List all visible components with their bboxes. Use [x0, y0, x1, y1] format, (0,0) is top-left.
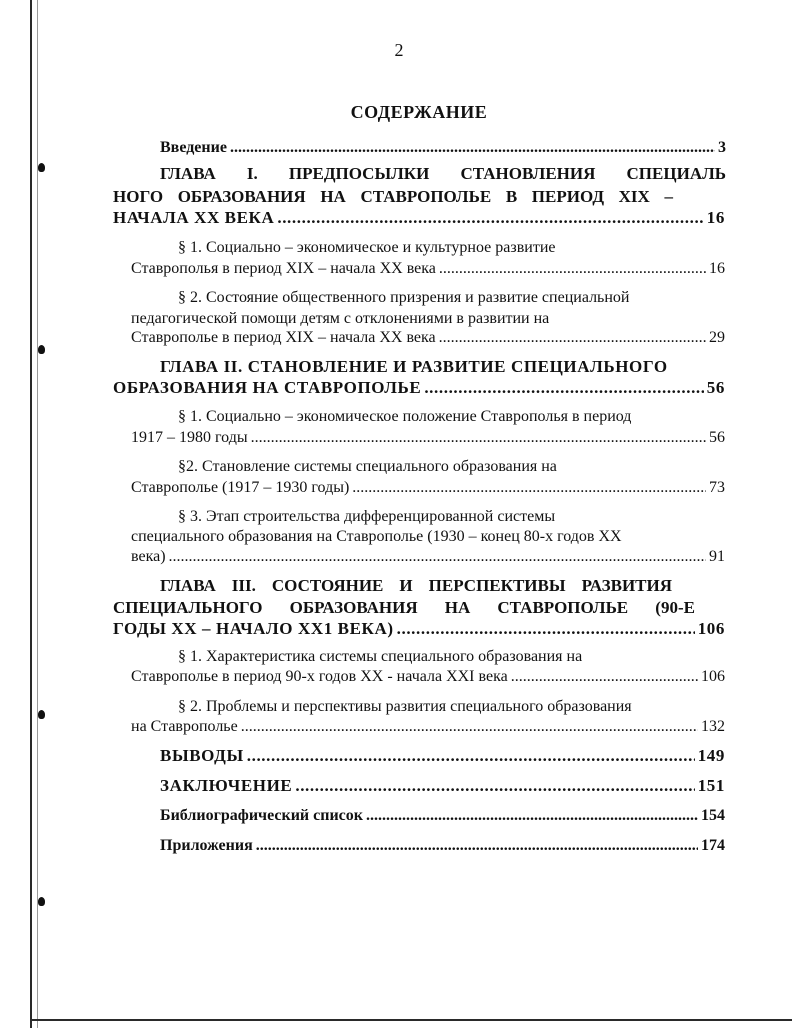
- entry-text: ГОДЫ XX – НАЧАЛО XX1 ВЕКА): [113, 619, 394, 638]
- leader-dots: [247, 745, 695, 767]
- entry-page: 149: [697, 746, 725, 765]
- entry-page: 106: [697, 619, 725, 638]
- chapter-line: [113, 186, 673, 208]
- entry-line: § 2. Состояние общественного призрения и развитие специальной: [178, 289, 630, 306]
- leader-dots: [424, 377, 703, 399]
- word: XIX: [618, 187, 650, 206]
- word: СТАВРОПОЛЬЕ: [360, 187, 492, 206]
- chapter-line: [113, 597, 695, 619]
- entry-page: 91: [709, 548, 725, 565]
- margin-mark: [38, 163, 45, 172]
- chapter-last-line: [113, 618, 725, 640]
- margin-mark: [38, 345, 45, 354]
- leader-dots: [251, 427, 706, 449]
- chapter-line: [160, 575, 672, 597]
- entry-page: 154: [701, 807, 725, 824]
- entry-line: § 2. Проблемы и перспективы развития специального образования: [178, 698, 632, 715]
- entry-last-line: [131, 477, 725, 499]
- entry-page: 16: [706, 208, 725, 227]
- entry-page: 16: [709, 260, 725, 277]
- word: И: [399, 576, 413, 595]
- word: ГЛАВА: [160, 576, 216, 595]
- margin-mark: [38, 710, 45, 719]
- leader-dots: [256, 835, 698, 857]
- entry-text: Ставрополье в период XIX – начала XX века: [131, 329, 436, 346]
- toc-entry-conclusions[interactable]: [160, 745, 725, 767]
- word: СТАНОВЛЕНИЯ: [460, 164, 596, 183]
- word: НОГО: [113, 187, 164, 206]
- word: ПЕРИОД: [531, 187, 605, 206]
- chapter-last-line: [113, 377, 725, 399]
- leader-dots: [230, 137, 715, 159]
- entry-text: Библиографический список: [160, 807, 363, 824]
- entry-text: Ставрополье в период 90-х годов XX - начала XXI века: [131, 668, 508, 685]
- entry-page: 56: [706, 378, 725, 397]
- entry-text: НАЧАЛА XX ВЕКА: [113, 208, 275, 227]
- entry-text: Ставрополья в период XIX – начала XX века: [131, 260, 436, 277]
- entry-text: Введение: [160, 139, 227, 156]
- word: ОБРАЗОВАНИЯ: [177, 187, 306, 206]
- scan-edge-shadow: [37, 0, 38, 1028]
- entry-page: 3: [718, 139, 726, 156]
- word: СОСТОЯНИЕ: [271, 576, 384, 595]
- entry-line: специального образования на Ставрополье (1930 – конец 80-х годов XX: [131, 528, 622, 545]
- leader-dots: [295, 775, 694, 797]
- entry-text: Ставрополье (1917 – 1930 годы): [131, 479, 350, 496]
- scan-edge-left: [30, 0, 32, 1028]
- entry-last-line: [131, 258, 725, 280]
- toc-entry-bibliography[interactable]: [160, 805, 725, 827]
- word: I.: [246, 164, 258, 183]
- entry-last-line: [131, 427, 725, 449]
- entry-page: 151: [697, 776, 725, 795]
- page-number: 2: [394, 40, 404, 60]
- word: ОБРАЗОВАНИЯ: [289, 598, 418, 617]
- leader-dots: [439, 327, 706, 349]
- entry-page: 56: [709, 429, 725, 446]
- entry-line: § 3. Этап строительства дифференцированной системы: [178, 508, 556, 525]
- entry-text: века): [131, 548, 166, 565]
- entry-text: ЗАКЛЮЧЕНИЕ: [160, 776, 293, 795]
- leader-dots: [277, 207, 703, 229]
- entry-page: 106: [701, 668, 725, 685]
- leader-dots: [439, 258, 706, 280]
- chapter-line: [160, 163, 726, 185]
- leader-dots: [352, 477, 706, 499]
- entry-text: ОБРАЗОВАНИЯ НА СТАВРОПОЛЬЕ: [113, 378, 422, 397]
- leader-dots: [241, 716, 698, 738]
- scan-edge-bottom: [30, 1019, 792, 1021]
- entry-line: педагогической помощи детям с отклонениями в развитии на: [131, 310, 550, 327]
- entry-last-line: [131, 666, 725, 688]
- word: РАЗВИТИЯ: [581, 576, 672, 595]
- leader-dots: [397, 618, 695, 640]
- word: НА: [320, 187, 346, 206]
- toc-entry-summary[interactable]: [160, 775, 725, 797]
- entry-line: §2. Становление системы специального образования на: [178, 458, 557, 475]
- word: СТАВРОПОЛЬЕ: [497, 598, 629, 617]
- entry-line: § 1. Социально – экономическое положение Ставрополья в период: [178, 408, 632, 425]
- entry-page: 132: [701, 718, 725, 735]
- entry-page: 73: [709, 479, 725, 496]
- chapter-line: ГЛАВА II. СТАНОВЛЕНИЕ И РАЗВИТИЕ СПЕЦИАЛЬНОГО: [160, 357, 668, 376]
- word: ГЛАВА: [160, 164, 216, 183]
- word: ПЕРСПЕКТИВЫ: [428, 576, 566, 595]
- leader-dots: [169, 546, 706, 568]
- leader-dots: [366, 805, 698, 827]
- entry-text: ВЫВОДЫ: [160, 746, 244, 765]
- entry-page: 174: [701, 837, 725, 854]
- entry-text: на Ставрополье: [131, 718, 238, 735]
- entry-text: Приложения: [160, 837, 253, 854]
- word: В: [505, 187, 518, 206]
- toc-entry-introduction[interactable]: [160, 137, 726, 159]
- margin-mark: [38, 897, 45, 906]
- toc-title: СОДЕРЖАНИЕ: [350, 102, 488, 122]
- chapter-last-line: [113, 207, 725, 229]
- entry-line: § 1. Социально – экономическое и культурное развитие: [178, 239, 556, 256]
- word: СПЕЦИАЛЬ: [626, 164, 726, 183]
- word: ПРЕДПОСЫЛКИ: [288, 164, 430, 183]
- word: –: [664, 187, 673, 206]
- entry-line: § 1. Характеристика системы специального образования на: [178, 648, 583, 665]
- entry-last-line: [131, 327, 725, 349]
- entry-page: 29: [709, 329, 725, 346]
- toc-entry-appendices[interactable]: [160, 835, 725, 857]
- entry-last-line: [131, 546, 725, 568]
- entry-last-line: [131, 716, 725, 738]
- word: III.: [231, 576, 256, 595]
- word: НА: [444, 598, 471, 617]
- entry-text: 1917 – 1980 годы: [131, 429, 248, 446]
- word: СПЕЦИАЛЬНОГО: [113, 598, 263, 617]
- word: (90-Е: [655, 598, 695, 617]
- leader-dots: [511, 666, 698, 688]
